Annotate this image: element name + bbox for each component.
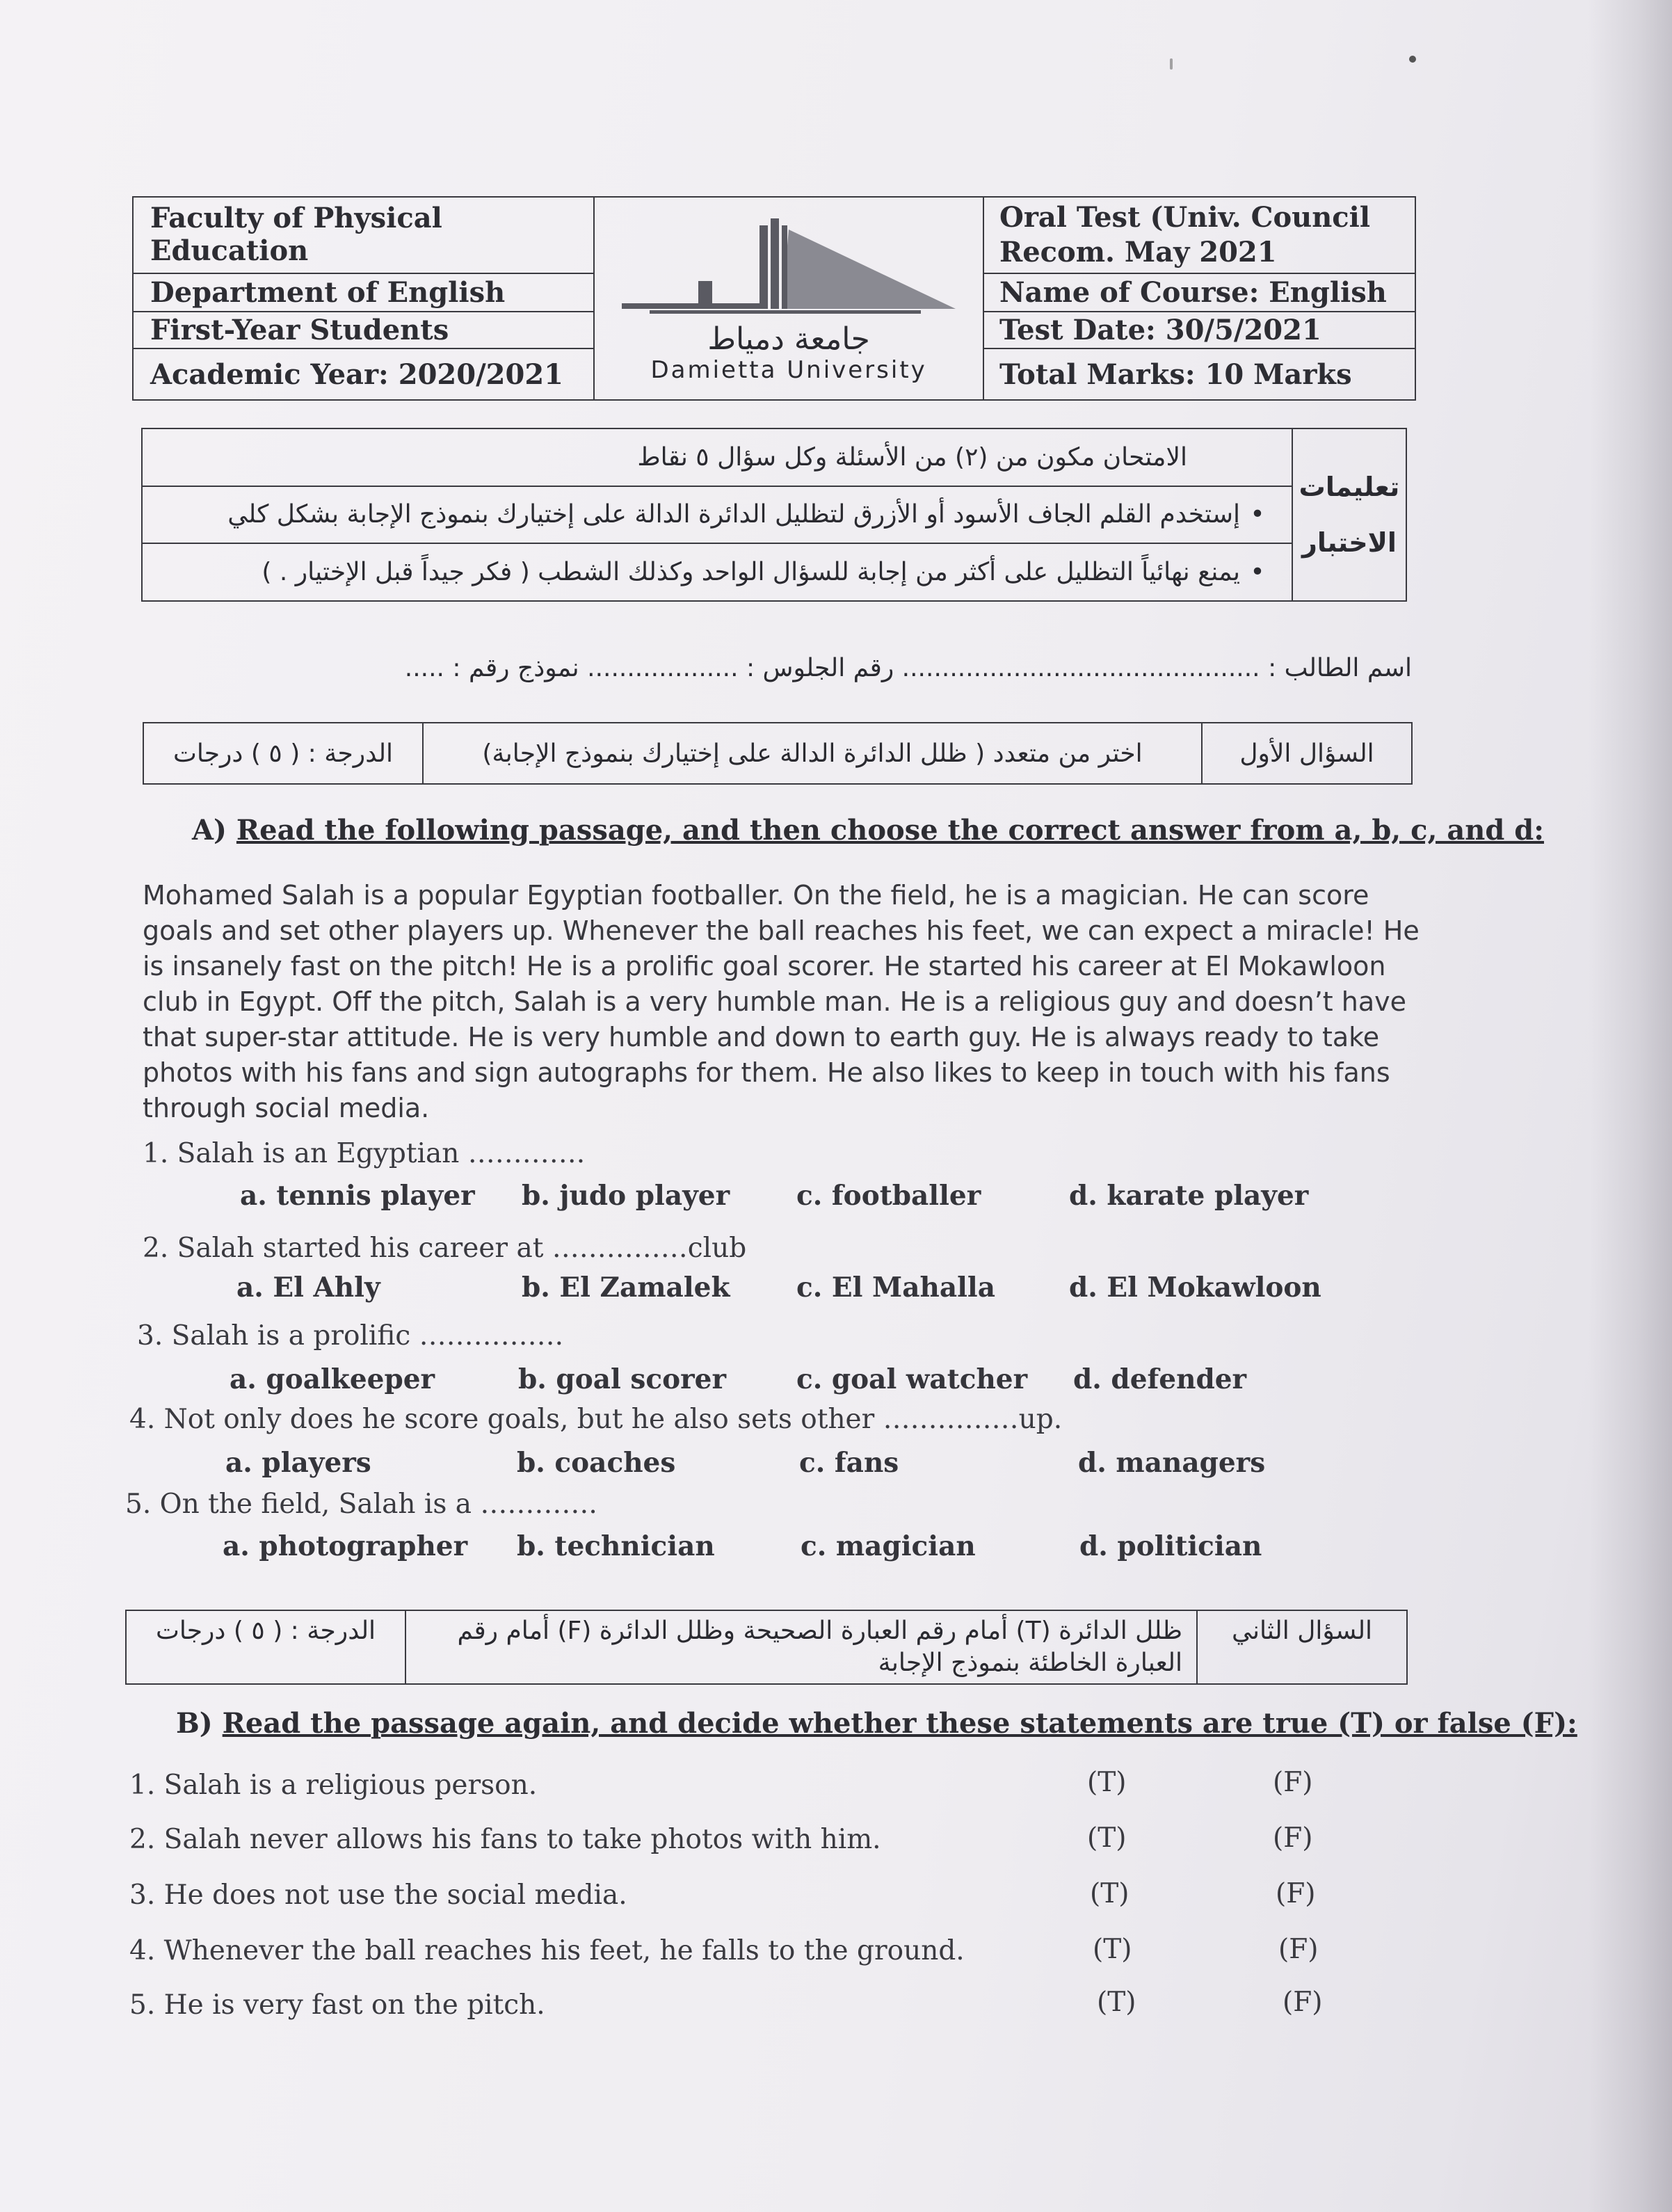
tf-3-true[interactable]: (T): [1090, 1878, 1130, 1909]
tf-statement-4: 4. Whenever the ball reaches his feet, he falls to the ground.: [129, 1935, 965, 1966]
faculty-name: Faculty of Physical Education: [133, 197, 594, 273]
mcq-4-option-d[interactable]: d. managers: [1078, 1447, 1266, 1479]
mcq-2-option-d[interactable]: d. El Mokawloon: [1069, 1272, 1321, 1304]
mcq-question-1: 1. Salah is an Egyptian ………….: [143, 1138, 586, 1169]
mcq-3-option-b[interactable]: b. goal scorer: [518, 1363, 726, 1395]
mcq-4-option-c[interactable]: c. fans: [799, 1447, 899, 1479]
mcq-2-option-c[interactable]: c. El Mahalla: [796, 1272, 995, 1304]
instruction-line-3: [142, 543, 1292, 601]
instruction-line-2-text: إستخدم القلم الجاف الأسود أو الأزرق لتظليل الدائرة الدالة على إختيارك بنموذج الإجابة بشكل كلي: [227, 500, 1240, 529]
mcq-5-option-b[interactable]: b. technician: [517, 1530, 715, 1562]
tf-1-true[interactable]: (T): [1087, 1767, 1127, 1798]
mcq-3-option-c[interactable]: c. goal watcher: [796, 1363, 1028, 1395]
exam-type-line-1: Oral Test (Univ. Council: [999, 201, 1371, 234]
ink-speck: [1170, 58, 1173, 70]
section-b-prefix: B): [176, 1707, 213, 1740]
tf-5-true[interactable]: (T): [1097, 1987, 1136, 2018]
mcq-question-3: 3. Salah is a prolific …………….: [137, 1320, 564, 1352]
question-1-instruction: اختر من متعدد ( ظلل الدائرة الدالة على إختيارك بنموذج الإجابة): [423, 723, 1202, 784]
logo-emblem-icon: [608, 205, 970, 323]
mcq-5-option-c[interactable]: c. magician: [801, 1530, 976, 1562]
question-1-label: السؤال الأول: [1202, 723, 1412, 784]
test-date: Test Date: 30/5/2021: [983, 312, 1415, 348]
mcq-3-option-a[interactable]: a. goalkeeper: [230, 1363, 435, 1395]
mcq-4-option-a[interactable]: a. players: [225, 1447, 371, 1479]
mcq-3-option-d[interactable]: d. defender: [1073, 1363, 1247, 1395]
mcq-1-option-a[interactable]: a. tennis player: [240, 1180, 475, 1212]
mcq-2-option-b[interactable]: b. El Zamalek: [522, 1272, 730, 1304]
question-1-grade: الدرجة : ( ٥ ) درجات: [143, 723, 423, 784]
logo-arabic-text: جامعة دمياط: [707, 321, 870, 357]
course-name: Name of Course: English: [983, 273, 1415, 312]
question-1-bar: [143, 722, 1413, 785]
question-2-grade: الدرجة : ( ٥ ) درجات: [126, 1610, 405, 1684]
mcq-1-option-d[interactable]: d. karate player: [1069, 1180, 1309, 1212]
tf-statement-1: 1. Salah is a religious person.: [129, 1770, 538, 1801]
mcq-question-4: 4. Not only does he score goals, but he also sets other ……………up.: [129, 1404, 1063, 1435]
instruction-line-1: الامتحان مكون من (٢) من الأسئلة وكل سؤال ٥ نقاط: [142, 428, 1292, 486]
department-name: Department of English: [133, 273, 594, 312]
exam-header: [132, 196, 1416, 401]
tf-statement-3: 3. He does not use the social media.: [129, 1880, 627, 1911]
instructions-label-1: تعليمات: [1299, 472, 1400, 502]
mcq-5-option-d[interactable]: d. politician: [1079, 1530, 1262, 1562]
section-a-heading: [192, 814, 1544, 847]
tf-5-false[interactable]: (F): [1283, 1987, 1323, 2018]
tf-4-true[interactable]: (T): [1093, 1934, 1132, 1965]
mcq-5-option-a[interactable]: a. photographer: [223, 1530, 468, 1562]
bullet-icon: •: [1250, 500, 1265, 529]
instructions-label: [1292, 428, 1406, 601]
tf-statement-2: 2. Salah never allows his fans to take photos with him.: [129, 1824, 881, 1855]
total-marks: Total Marks: 10 Marks: [983, 348, 1415, 400]
mcq-4-option-b[interactable]: b. coaches: [517, 1447, 676, 1479]
university-logo: [594, 197, 983, 400]
reading-passage: Mohamed Salah is a popular Egyptian footballer. On the field, he is a magician. He can score goals and set other players up. Whenever the ball reaches his feet, we can expect a miracle! He is insanely fast on the pitch! He is a prolific goal scorer. He started his career at El Mokawloon club in Egypt. Off the pitch, Salah is a very humble man. He is a religious guy and doesn’t have that super-star attitude. He is very humble and down to earth guy. He is always ready to take photos with his fans and sign autographs for them. He also likes to keep in touch with his fans through social media.: [143, 880, 1420, 1123]
instruction-line-3-text: يمنع نهائياً التظليل على أكثر من إجابة للسؤال الواحد وكذلك الشطب ( فكر جيداً قبل الإختيار . ): [262, 558, 1240, 587]
tf-1-false[interactable]: (F): [1273, 1767, 1313, 1798]
tf-statement-5: 5. He is very fast on the pitch.: [129, 1989, 545, 2021]
instruction-line-2: [142, 486, 1292, 544]
exam-type: [983, 197, 1415, 273]
mcq-question-5: 5. On the field, Salah is a ………….: [125, 1489, 597, 1520]
bullet-icon: •: [1250, 558, 1265, 587]
section-a-title: Read the following passage, and then choose the correct answer from a, b, c, and d:: [236, 814, 1544, 847]
tf-2-false[interactable]: (F): [1273, 1822, 1313, 1854]
logo-english-text: Damietta University: [650, 356, 927, 384]
instructions-label-2: الاختبار: [1302, 527, 1397, 558]
question-2-instruction: [405, 1610, 1197, 1684]
question-2-instruction-line-2: العبارة الخاطئة بنموذج الإجابة: [878, 1649, 1182, 1677]
mcq-1-option-c[interactable]: c. footballer: [796, 1180, 981, 1212]
exam-type-line-2: Recom. May 2021: [999, 236, 1277, 269]
instructions-table: [141, 428, 1407, 602]
question-2-instruction-line-1: ظلل الدائرة (T) أمام رقم العبارة الصحيحة وظلل الدائرة (F) أمام رقم: [457, 1617, 1182, 1645]
mcq-1-option-b[interactable]: b. judo player: [522, 1180, 730, 1212]
question-2-bar: [125, 1610, 1408, 1685]
mcq-2-option-a[interactable]: a. El Ahly: [236, 1272, 380, 1304]
question-2-label: السؤال الثاني: [1197, 1610, 1407, 1684]
student-info-line: اسم الطالب : ............................................. رقم الجلوس : ................... نموذج رقم : .....: [404, 654, 1412, 682]
mcq-question-2: 2. Salah started his career at ……………club: [143, 1233, 747, 1264]
section-b-title: Read the passage again, and decide whether these statements are true (T) or false (F):: [222, 1707, 1577, 1740]
paper-fold-shadow: [1589, 0, 1672, 2212]
ink-speck: [1409, 56, 1416, 63]
section-b-heading: [176, 1707, 1577, 1740]
academic-year: Academic Year: 2020/2021: [133, 348, 594, 400]
tf-4-false[interactable]: (F): [1278, 1934, 1319, 1965]
tf-3-false[interactable]: (F): [1276, 1878, 1316, 1909]
students-year: First-Year Students: [133, 312, 594, 348]
section-a-prefix: A): [192, 814, 227, 847]
tf-2-true[interactable]: (T): [1087, 1822, 1127, 1854]
